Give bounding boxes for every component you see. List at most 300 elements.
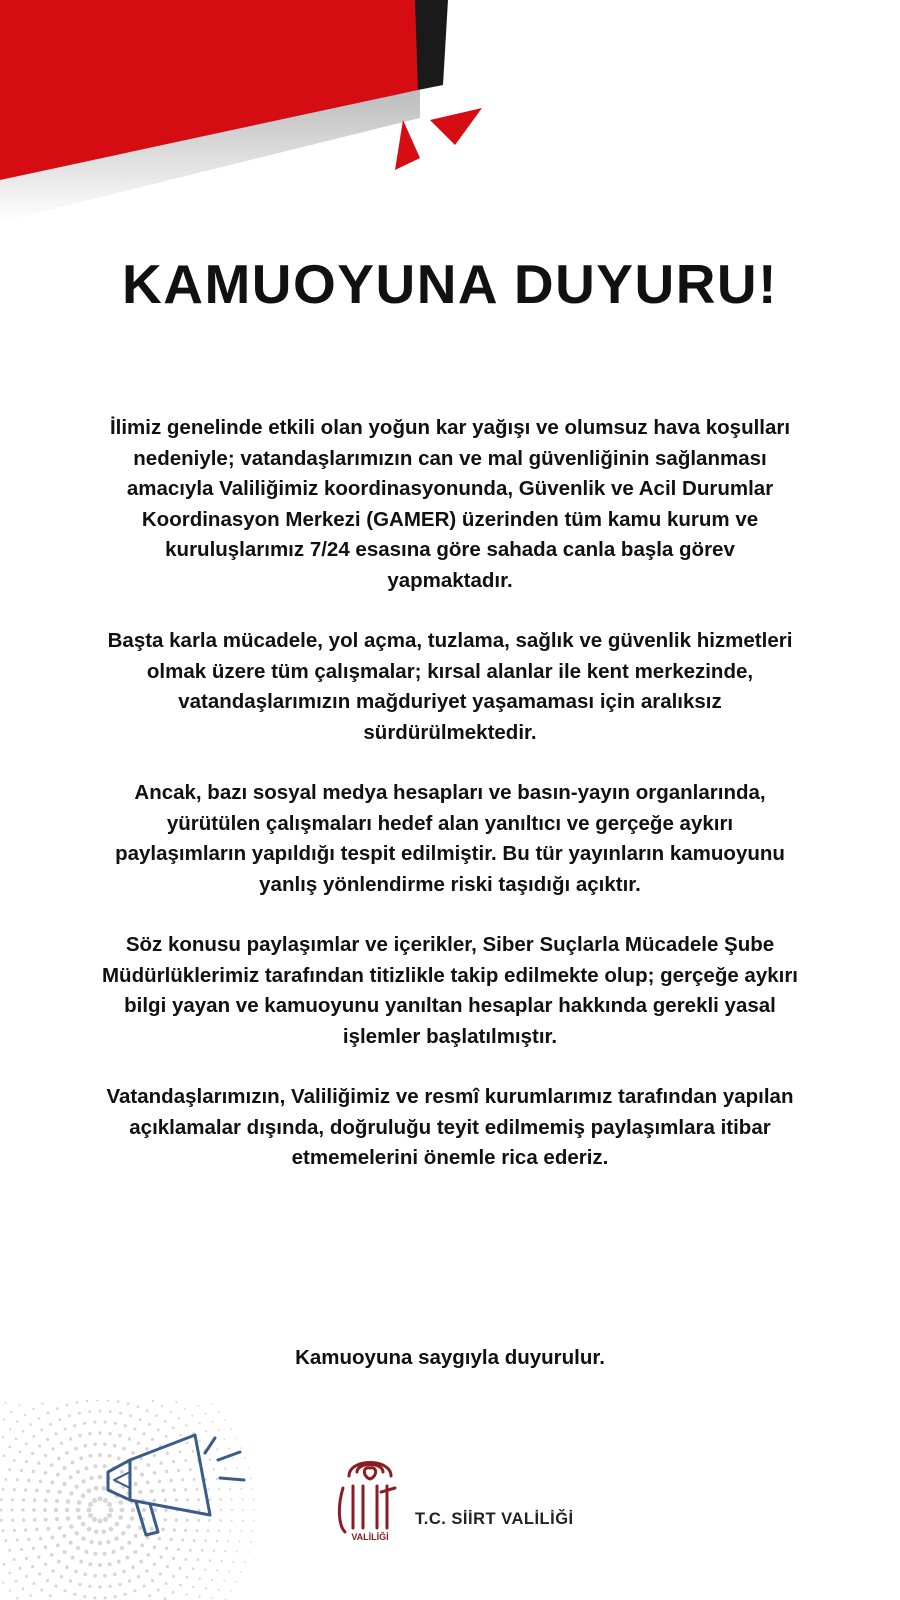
halftone-dot: [24, 1488, 27, 1491]
halftone-dot: [13, 1459, 16, 1462]
halftone-dot: [27, 1538, 30, 1541]
halftone-dot: [47, 1412, 50, 1415]
halftone-dot: [9, 1590, 11, 1592]
halftone-dot: [69, 1579, 72, 1582]
halftone-dot: [33, 1498, 37, 1502]
halftone-dot: [46, 1579, 49, 1582]
halftone-dot: [57, 1457, 61, 1461]
halftone-dot: [18, 1450, 21, 1453]
halftone-dot: [4, 1478, 7, 1481]
halftone-dot: [60, 1575, 63, 1578]
halftone-dot: [211, 1403, 213, 1405]
halftone-dot: [62, 1534, 66, 1538]
halftone-dot: [16, 1597, 18, 1599]
halftone-dot: [73, 1424, 76, 1427]
halftone-dot: [199, 1422, 201, 1424]
halftone-dot: [253, 1520, 255, 1522]
halftone-dot: [186, 1576, 189, 1579]
halftone-dot: [94, 1486, 99, 1491]
halftone-dot: [86, 1400, 89, 1402]
halftone-dot: [89, 1540, 93, 1544]
halftone-dot: [117, 1400, 120, 1403]
halftone-dot: [50, 1463, 54, 1467]
halftone-dot: [236, 1551, 238, 1553]
halftone-dot: [78, 1583, 81, 1586]
page-title: KAMUOYUNA DUYURU!: [122, 253, 778, 315]
halftone-dot: [164, 1420, 167, 1423]
halftone-dot: [71, 1556, 75, 1560]
halftone-dot: [25, 1557, 28, 1560]
halftone-dot: [46, 1489, 50, 1493]
halftone-dot: [240, 1571, 242, 1573]
halftone-dot: [25, 1442, 28, 1445]
halftone-dot: [24, 1528, 27, 1531]
halftone-dot: [38, 1444, 41, 1447]
halftone-dot: [74, 1484, 78, 1488]
halftone-dot: [44, 1518, 48, 1522]
halftone-dot: [88, 1454, 92, 1458]
halftone-dot: [56, 1407, 59, 1410]
halftone-dot: [33, 1518, 37, 1522]
halftone-dot: [65, 1508, 69, 1512]
halftone-dot: [253, 1509, 255, 1511]
halftone-dot: [139, 1560, 143, 1564]
announcement-paragraph: Ancak, bazı sosyal medya hesapları ve basın-yayın organlarında, yürütülen çalışmaları hedef alan yanıltıcı ve gerçeğe aykırı paylaşımların yapıldığı tespit edilmiştir. Bu tür yayınların kamuoyunu yanlış yönlendirme riski taşıdığı açıktır.: [115, 781, 785, 896]
halftone-dot: [18, 1404, 20, 1406]
closing-line: Kamuoyuna saygıyla duyurulur.: [295, 1346, 605, 1369]
halftone-dot: [224, 1550, 226, 1552]
halftone-dot: [147, 1553, 151, 1557]
halftone-dot: [104, 1596, 107, 1599]
halftone-dot: [184, 1558, 187, 1561]
halftone-dot: [139, 1418, 142, 1421]
halftone-dot: [79, 1560, 83, 1564]
halftone-dot: [146, 1409, 149, 1412]
halftone-dot: [37, 1461, 40, 1464]
halftone-dot: [236, 1581, 238, 1583]
halftone-dot: [44, 1545, 48, 1549]
halftone-dot: [9, 1572, 12, 1575]
halftone-dot: [92, 1498, 97, 1503]
halftone-dot: [68, 1414, 71, 1417]
halftone-dot: [87, 1527, 92, 1532]
halftone-dot: [179, 1567, 182, 1570]
halftone-dot: [15, 1580, 18, 1583]
halftone-dot: [175, 1401, 177, 1403]
halftone-dot: [223, 1580, 225, 1582]
halftone-dot: [32, 1470, 35, 1473]
halftone-dot: [32, 1408, 34, 1410]
halftone-dot: [247, 1551, 249, 1553]
halftone-dot: [185, 1424, 187, 1426]
red-triangle-icon: [395, 120, 420, 170]
halftone-dot: [54, 1432, 57, 1435]
halftone-dot: [88, 1513, 93, 1518]
halftone-dot: [133, 1589, 136, 1592]
halftone-dot: [117, 1560, 121, 1564]
halftone-dot: [79, 1456, 83, 1460]
halftone-dot: [16, 1478, 19, 1481]
halftone-dot: [3, 1454, 6, 1457]
halftone-dot: [66, 1516, 70, 1520]
halftone-dot: [172, 1591, 175, 1594]
halftone-dot: [24, 1414, 26, 1416]
halftone-dot: [81, 1494, 86, 1499]
halftone-dot: [77, 1500, 82, 1505]
halftone-dot: [197, 1405, 199, 1407]
halftone-dot: [253, 1499, 255, 1501]
halftone-dot: [15, 1438, 18, 1441]
halftone-dot: [22, 1430, 25, 1433]
halftone-dot: [8, 1549, 11, 1552]
halftone-dot: [209, 1559, 211, 1561]
halftone-dot: [128, 1579, 131, 1582]
halftone-dot: [10, 1508, 13, 1511]
halftone-dot: [199, 1596, 201, 1598]
halftone-dot: [69, 1475, 73, 1479]
halftone-dot: [78, 1434, 81, 1437]
halftone-dot: [58, 1490, 62, 1494]
halftone-dot: [76, 1546, 80, 1550]
halftone-dot: [157, 1589, 160, 1592]
halftone-dot: [30, 1594, 33, 1597]
halftone-dot: [131, 1565, 135, 1569]
halftone-dot: [76, 1470, 80, 1474]
halftone-dot: [5, 1402, 7, 1404]
halftone-dot: [93, 1596, 96, 1599]
halftone-dot: [159, 1572, 162, 1575]
halftone-dot: [46, 1438, 49, 1441]
halftone-dot: [51, 1569, 54, 1572]
halftone-dot: [178, 1417, 180, 1419]
announcement-paragraph: Başta karla mücadele, yol açma, tuzlama, sağlık ve güvenlik hizmetleri olmak üzere tüm çalışmalar; kırsal alanlar ile kent merkezinde, vatandaşlarımızın mağduriyet yaşamaması için aralıksız sürdürülmektedir.: [107, 629, 793, 744]
halftone-dot: [41, 1402, 43, 1404]
halftone-dot: [216, 1570, 218, 1572]
halftone-dot: [166, 1565, 169, 1568]
halftone-dot: [88, 1562, 92, 1566]
halftone-dot: [58, 1418, 61, 1421]
halftone-dot: [199, 1577, 201, 1579]
halftone-dot: [57, 1560, 61, 1564]
halftone-dot: [112, 1550, 116, 1554]
halftone-dot: [81, 1522, 86, 1527]
halftone-dot: [69, 1541, 73, 1545]
halftone-dot: [88, 1432, 91, 1435]
halftone-dot: [35, 1528, 39, 1532]
halftone-dot: [88, 1502, 93, 1507]
halftone-dot: [119, 1412, 122, 1415]
halftone-dot: [22, 1498, 25, 1501]
halftone-dot: [11, 1519, 14, 1522]
halftone-dot: [93, 1574, 97, 1578]
halftone-dot: [2, 1436, 4, 1438]
halftone-dot: [124, 1424, 127, 1427]
halftone-dot: [252, 1530, 254, 1532]
halftone-dot: [76, 1508, 81, 1513]
halftone-dot: [58, 1526, 62, 1530]
halftone-dot: [103, 1552, 107, 1556]
halftone-dot: [96, 1400, 99, 1401]
halftone-dot: [16, 1421, 18, 1423]
corner-decoration: [0, 0, 500, 230]
halftone-dot: [114, 1595, 117, 1598]
halftone-dot: [62, 1482, 66, 1486]
halftone-dot: [4, 1539, 7, 1542]
halftone-dot: [27, 1479, 30, 1482]
halftone-dot: [13, 1558, 16, 1561]
halftone-dot: [18, 1567, 21, 1570]
halftone-dot: [165, 1582, 168, 1585]
halftone-dot: [232, 1561, 234, 1563]
halftone-dot: [124, 1593, 127, 1596]
halftone-dot: [31, 1452, 34, 1455]
halftone-dot: [230, 1590, 232, 1592]
halftone-dot: [9, 1446, 12, 1449]
halftone-dot: [65, 1565, 69, 1569]
halftone-dot: [63, 1466, 67, 1470]
halftone-dot: [252, 1488, 254, 1490]
halftone-dot: [88, 1585, 91, 1588]
halftone-dot: [155, 1414, 158, 1417]
halftone-dot: [108, 1562, 112, 1566]
halftone-dot: [10, 1411, 12, 1413]
halftone-dot: [31, 1565, 34, 1568]
halftone-dot: [32, 1547, 35, 1550]
halftone-dot: [69, 1524, 73, 1528]
halftone-dot: [212, 1597, 214, 1599]
halftone-dot: [49, 1594, 52, 1597]
halftone-dot: [212, 1421, 214, 1423]
halftone-dot: [50, 1481, 54, 1485]
halftone-dot: [221, 1560, 223, 1562]
halftone-dot: [66, 1499, 70, 1503]
halftone-dot: [137, 1405, 140, 1408]
halftone-dot: [69, 1491, 73, 1495]
halftone-dot: [148, 1423, 151, 1426]
halftone-dot: [2, 1582, 4, 1584]
halftone-dot: [0, 1519, 3, 1522]
halftone-dot: [205, 1413, 207, 1415]
halftone-dot: [74, 1447, 78, 1451]
halftone-dot: [13, 1529, 16, 1532]
halftone-dot: [250, 1478, 252, 1480]
halftone-dot: [71, 1460, 75, 1464]
halftone-dot: [137, 1575, 140, 1578]
halftone-dot: [13, 1488, 16, 1491]
halftone-dot: [106, 1400, 109, 1402]
halftone-dot: [250, 1541, 252, 1543]
halftone-dot: [32, 1508, 36, 1512]
halftone-dot: [152, 1400, 154, 1402]
halftone-dot: [98, 1585, 101, 1588]
halftone-dot: [218, 1589, 220, 1591]
halftone-dot: [32, 1435, 35, 1438]
halftone-dot: [81, 1536, 85, 1540]
halftone-dot: [2, 1488, 5, 1491]
halftone-dot: [108, 1585, 111, 1588]
halftone-dot: [3, 1418, 5, 1420]
halftone-dot: [118, 1583, 121, 1586]
halftone-dot: [88, 1410, 91, 1413]
halftone-dot: [38, 1417, 41, 1420]
halftone-dot: [54, 1585, 57, 1588]
halftone-dot: [84, 1550, 88, 1554]
halftone-dot: [56, 1473, 60, 1477]
halftone-dot: [69, 1437, 72, 1440]
halftone-dot: [103, 1574, 107, 1578]
megaphone-icon: [100, 1430, 250, 1550]
halftone-dot: [205, 1587, 207, 1589]
halftone-dot: [145, 1569, 148, 1572]
halftone-dot: [11, 1498, 14, 1501]
halftone-dot: [104, 1421, 107, 1424]
halftone-dot: [64, 1428, 67, 1431]
halftone-dot: [192, 1567, 195, 1570]
halftone-dot: [25, 1460, 28, 1463]
halftone-dot: [39, 1537, 43, 1541]
halftone-dot: [65, 1451, 69, 1455]
halftone-dot: [56, 1543, 60, 1547]
halftone-dot: [32, 1582, 35, 1585]
halftone-dot: [76, 1401, 79, 1404]
halftone-dot: [94, 1529, 99, 1534]
organization-name: T.C. SİİRT VALİLİĞİ: [415, 1510, 574, 1528]
halftone-dot: [81, 1479, 85, 1483]
red-triangle-icon: [430, 108, 482, 145]
halftone-dot: [172, 1557, 175, 1560]
halftone-dot: [93, 1464, 97, 1468]
halftone-dot: [129, 1414, 132, 1417]
halftone-dot: [0, 1509, 2, 1512]
halftone-dot: [87, 1489, 92, 1494]
halftone-dot: [44, 1563, 47, 1566]
halftone-dot: [172, 1427, 175, 1430]
halftone-dot: [228, 1570, 230, 1572]
announcement-paragraph: Vatandaşlarımızın, Valiliğimiz ve resmî kurumlarımız tarafından yapılan açıklamalar dışında, doğruluğu teyit edilmemiş paylaşımlara itibar etmemelerini önemle rica ederiz.: [106, 1085, 794, 1169]
halftone-dot: [25, 1575, 28, 1578]
announcement-paragraph: İlimiz genelinde etkili olan yoğun kar yağışı ve olumsuz hava koşulları nedeniyle; vatandaşlarımızın can ve mal güvenliğinin sağlanması amacıyla Valiliğimiz koordinasyonunda, Güvenlik ve Acil Durumlar Koordinasyon Merkezi (GAMER) üzerinden tüm kamu kurum ve kuruluşlarımız 7/24 esasına göre sahada canla başla görev yapmaktadır.: [109, 416, 791, 592]
halftone-dot: [51, 1447, 54, 1450]
halftone-dot: [55, 1499, 59, 1503]
halftone-dot: [64, 1589, 67, 1592]
halftone-dot: [127, 1402, 130, 1405]
halftone-dot: [22, 1587, 25, 1590]
halftone-dot: [30, 1423, 33, 1426]
halftone-dot: [74, 1531, 78, 1535]
halftone-dot: [44, 1498, 48, 1502]
halftone-dot: [218, 1411, 220, 1413]
halftone-dot: [20, 1548, 23, 1551]
halftone-dot: [87, 1508, 92, 1513]
halftone-dot: [54, 1508, 58, 1512]
halftone-dot: [170, 1411, 172, 1413]
halftone-dot: [50, 1553, 54, 1557]
halftone-dot: [184, 1408, 186, 1410]
halftone-dot: [93, 1421, 96, 1424]
halftone-dot: [16, 1539, 19, 1542]
siirt-valiligi-logo: [335, 1448, 405, 1543]
halftone-dot: [43, 1508, 47, 1512]
announcement-body: [100, 413, 800, 1204]
halftone-dot: [74, 1570, 78, 1574]
halftone-dot: [46, 1527, 50, 1531]
halftone-dot: [185, 1593, 187, 1595]
halftone-dot: [197, 1558, 200, 1561]
halftone-dot: [161, 1405, 163, 1407]
halftone-dot: [84, 1466, 88, 1470]
halftone-dot: [159, 1555, 162, 1558]
halftone-dot: [40, 1589, 43, 1592]
halftone-dot: [77, 1515, 82, 1520]
halftone-dot: [151, 1579, 154, 1582]
halftone-dot: [66, 1404, 69, 1407]
halftone-dot: [63, 1550, 67, 1554]
halftone-dot: [49, 1423, 52, 1426]
halftone-dot: [224, 1420, 226, 1422]
halftone-dot: [40, 1428, 43, 1431]
halftone-dot: [50, 1536, 54, 1540]
halftone-dot: [83, 1572, 87, 1576]
halftone-dot: [73, 1593, 76, 1596]
halftone-dot: [38, 1572, 41, 1575]
halftone-dot: [78, 1412, 81, 1415]
halftone-dot: [179, 1584, 182, 1587]
halftone-dot: [44, 1454, 47, 1457]
halftone-dot: [9, 1428, 11, 1430]
halftone-dot: [192, 1586, 194, 1588]
announcement-paragraph: Söz konusu paylaşımlar ve içerikler, Siber Suçlarla Mücadele Şube Müdürlüklerimiz tarafından titizlikle takip edilmekte olup; gerçeğe aykırı bilgi yayan ve kamuoyunu yanıltan hesaplar hakkında gerekli yasal işlemler başlatılmıştır.: [101, 933, 799, 1048]
halftone-dot: [39, 1480, 43, 1484]
halftone-dot: [60, 1442, 63, 1445]
halftone-dot: [93, 1552, 97, 1556]
halftone-dot: [244, 1561, 246, 1563]
halftone-dot: [142, 1585, 145, 1588]
halftone-dot: [20, 1469, 23, 1472]
halftone-dot: [83, 1422, 86, 1425]
halftone-dot: [93, 1442, 97, 1446]
halftone-dot: [55, 1517, 59, 1521]
halftone-dot: [113, 1572, 117, 1576]
halftone-dot: [204, 1569, 206, 1571]
halftone-dot: [92, 1517, 97, 1522]
halftone-dot: [21, 1508, 24, 1511]
halftone-dot: [122, 1570, 126, 1574]
halftone-dot: [89, 1476, 93, 1480]
halftone-dot: [148, 1594, 151, 1597]
halftone-dot: [83, 1444, 87, 1448]
halftone-dot: [0, 1498, 3, 1501]
halftone-dot: [37, 1555, 40, 1558]
halftone-dot: [3, 1563, 6, 1566]
halftone-dot: [114, 1422, 117, 1425]
halftone-dot: [172, 1575, 175, 1578]
halftone-dot: [211, 1579, 213, 1581]
halftone-dot: [153, 1563, 156, 1566]
halftone-dot: [2, 1529, 5, 1532]
halftone-dot: [109, 1410, 112, 1413]
halftone-dot: [22, 1518, 25, 1521]
halftone-dot: [191, 1415, 193, 1417]
halftone-dot: [35, 1489, 39, 1493]
halftone-dot: [98, 1563, 102, 1567]
halftone-dot: [126, 1556, 130, 1560]
halftone-dot: [83, 1595, 86, 1598]
halftone-dot: [99, 1410, 102, 1413]
halftone-dot: [133, 1550, 137, 1554]
halftone-dot: [44, 1471, 48, 1475]
logo-caption: VALİLİĞİ: [351, 1532, 389, 1542]
halftone-dot: [8, 1468, 11, 1471]
